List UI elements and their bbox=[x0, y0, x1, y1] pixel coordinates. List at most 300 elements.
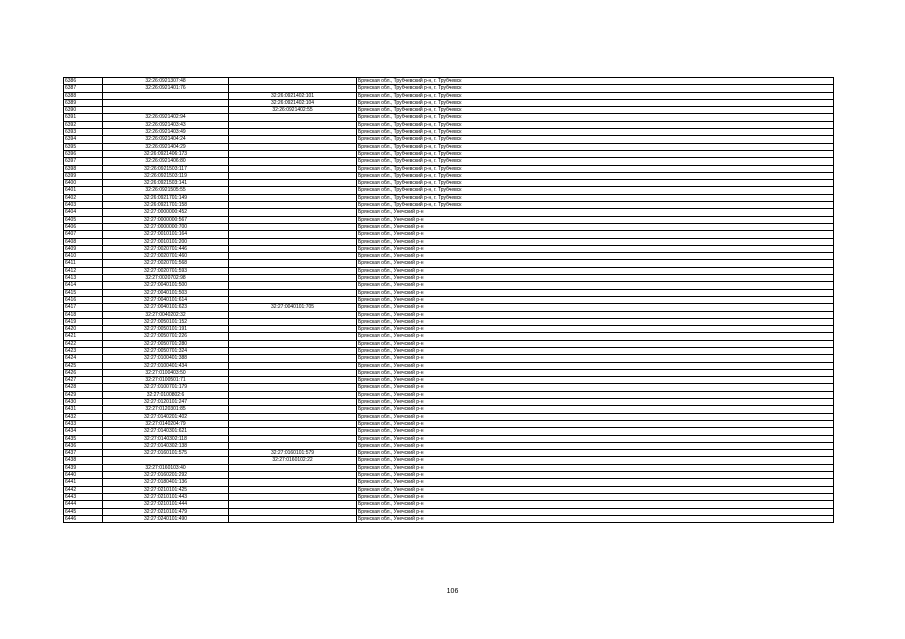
table-row bbox=[64, 333, 834, 340]
cadastral-number-cell: 32:27:0000000:700 bbox=[103, 223, 229, 230]
table-row bbox=[64, 304, 834, 311]
table-row bbox=[64, 399, 834, 406]
cadastral-number-cell: 32:27:0000000:452 bbox=[103, 209, 229, 216]
cadastral-number-cell: 32:27:0040101:623 bbox=[103, 304, 229, 311]
previous-number-cell bbox=[229, 231, 357, 238]
previous-number-cell bbox=[229, 223, 357, 230]
cadastral-number-cell: 32:27:0020701:568 bbox=[103, 260, 229, 267]
row-number-cell: 6417 bbox=[64, 304, 103, 311]
address-cell: Брянская обл., Трубчевский р-н, г. Трубчевск bbox=[357, 194, 834, 201]
address-cell: Брянская обл., Унечский р-н bbox=[357, 493, 834, 500]
table-row bbox=[64, 231, 834, 238]
table-row bbox=[64, 121, 834, 128]
table-row bbox=[64, 78, 834, 85]
table-row bbox=[64, 472, 834, 479]
table-row bbox=[64, 508, 834, 515]
address-cell: Брянская обл., Унечский р-н bbox=[357, 238, 834, 245]
cadastral-number-cell: 32:26:0921503:119 bbox=[103, 172, 229, 179]
row-number-cell: 6390 bbox=[64, 107, 103, 114]
row-number-cell: 6391 bbox=[64, 114, 103, 121]
row-number-cell: 6425 bbox=[64, 362, 103, 369]
table-row bbox=[64, 326, 834, 333]
previous-number-cell bbox=[229, 428, 357, 435]
cadastral-number-cell bbox=[103, 457, 229, 464]
cadastral-number-cell: 32:26:0921401:76 bbox=[103, 85, 229, 92]
address-cell: Брянская обл., Унечский р-н bbox=[357, 413, 834, 420]
row-number-cell: 6429 bbox=[64, 391, 103, 398]
cadastral-number-cell: 32:27:0140302:138 bbox=[103, 442, 229, 449]
cadastral-number-cell: 32:27:0120301:85 bbox=[103, 406, 229, 413]
row-number-cell: 6420 bbox=[64, 326, 103, 333]
address-cell: Брянская обл., Унечский р-н bbox=[357, 209, 834, 216]
table-row bbox=[64, 99, 834, 106]
table-row bbox=[64, 180, 834, 187]
previous-number-cell bbox=[229, 501, 357, 508]
previous-number-cell bbox=[229, 399, 357, 406]
cadastral-number-cell: 32:27:0160201:292 bbox=[103, 472, 229, 479]
table-row bbox=[64, 413, 834, 420]
previous-number-cell bbox=[229, 340, 357, 347]
previous-number-cell bbox=[229, 311, 357, 318]
row-number-cell: 6395 bbox=[64, 143, 103, 150]
previous-number-cell bbox=[229, 413, 357, 420]
row-number-cell: 6415 bbox=[64, 289, 103, 296]
cadastral-number-cell: 32:27:0020701:446 bbox=[103, 245, 229, 252]
row-number-cell: 6436 bbox=[64, 442, 103, 449]
table-row bbox=[64, 253, 834, 260]
previous-number-cell bbox=[229, 143, 357, 150]
table-row bbox=[64, 435, 834, 442]
row-number-cell: 6416 bbox=[64, 296, 103, 303]
table-row bbox=[64, 464, 834, 471]
table-row bbox=[64, 194, 834, 201]
address-cell: Брянская обл., Унечский р-н bbox=[357, 296, 834, 303]
table-row bbox=[64, 355, 834, 362]
cadastral-number-cell: 32:27:0040202:32 bbox=[103, 311, 229, 318]
cadastral-number-cell: 32:27:0140201:402 bbox=[103, 413, 229, 420]
table-row bbox=[64, 245, 834, 252]
table-row bbox=[64, 158, 834, 165]
previous-number-cell bbox=[229, 85, 357, 92]
row-number-cell: 6440 bbox=[64, 472, 103, 479]
table-row bbox=[64, 428, 834, 435]
table-row bbox=[64, 202, 834, 209]
address-cell: Брянская обл., Трубчевский р-н, г. Трубчевск bbox=[357, 187, 834, 194]
row-number-cell: 6428 bbox=[64, 384, 103, 391]
address-cell: Брянская обл., Унечский р-н bbox=[357, 450, 834, 457]
row-number-cell: 6399 bbox=[64, 172, 103, 179]
cadastral-number-cell: 32:27:0210101:425 bbox=[103, 486, 229, 493]
cadastral-number-cell: 32:26:0921307:48 bbox=[103, 78, 229, 85]
previous-number-cell bbox=[229, 180, 357, 187]
previous-number-cell bbox=[229, 508, 357, 515]
row-number-cell: 6408 bbox=[64, 238, 103, 245]
table-row bbox=[64, 420, 834, 427]
cadastral-number-cell: 32:26:0921505:55 bbox=[103, 187, 229, 194]
address-cell: Брянская обл., Унечский р-н bbox=[357, 216, 834, 223]
row-number-cell: 6437 bbox=[64, 450, 103, 457]
row-number-cell: 6442 bbox=[64, 486, 103, 493]
previous-number-cell: 32:27:0040101:705 bbox=[229, 304, 357, 311]
cadastral-number-cell: 32:27:0180401:136 bbox=[103, 479, 229, 486]
table-row bbox=[64, 267, 834, 274]
cadastral-number-cell: 32:27:0140301:621 bbox=[103, 428, 229, 435]
cadastral-number-cell: 32:27:0100403:50 bbox=[103, 369, 229, 376]
table-row bbox=[64, 457, 834, 464]
table-row bbox=[64, 450, 834, 457]
address-cell: Брянская обл., Унечский р-н bbox=[357, 260, 834, 267]
address-cell: Брянская обл., Унечский р-н bbox=[357, 435, 834, 442]
row-number-cell: 6422 bbox=[64, 340, 103, 347]
table-row bbox=[64, 479, 834, 486]
cadastral-number-cell: 32:27:0210101:443 bbox=[103, 493, 229, 500]
table-row bbox=[64, 223, 834, 230]
address-cell: Брянская обл., Унечский р-н bbox=[357, 304, 834, 311]
previous-number-cell bbox=[229, 420, 357, 427]
address-cell: Брянская обл., Унечский р-н bbox=[357, 399, 834, 406]
address-cell: Брянская обл., Унечский р-н bbox=[357, 253, 834, 260]
cadastral-number-cell: 32:27:0100401:434 bbox=[103, 362, 229, 369]
address-cell: Брянская обл., Унечский р-н bbox=[357, 479, 834, 486]
table-row bbox=[64, 296, 834, 303]
address-cell: Брянская обл., Унечский р-н bbox=[357, 501, 834, 508]
table-row bbox=[64, 384, 834, 391]
previous-number-cell bbox=[229, 493, 357, 500]
cadastral-number-cell: 32:27:0100802:6 bbox=[103, 391, 229, 398]
cadastral-number-cell: 32:27:0000000:567 bbox=[103, 216, 229, 223]
cadastral-number-cell: 32:27:0050701:324 bbox=[103, 347, 229, 354]
address-cell: Брянская обл., Унечский р-н bbox=[357, 340, 834, 347]
previous-number-cell bbox=[229, 245, 357, 252]
cadastral-number-cell: 32:27:0020701:460 bbox=[103, 253, 229, 260]
previous-number-cell bbox=[229, 435, 357, 442]
previous-number-cell bbox=[229, 253, 357, 260]
cadastral-number-cell: 32:27:0100701:179 bbox=[103, 384, 229, 391]
address-cell: Брянская обл., Унечский р-н bbox=[357, 406, 834, 413]
cadastral-number-cell: 32:27:0020701:593 bbox=[103, 267, 229, 274]
row-number-cell: 6434 bbox=[64, 428, 103, 435]
table-row bbox=[64, 209, 834, 216]
cadastral-number-cell: 32:27:0240101:490 bbox=[103, 515, 229, 522]
row-number-cell: 6400 bbox=[64, 180, 103, 187]
previous-number-cell: 32:26:0921402:55 bbox=[229, 107, 357, 114]
cadastral-number-cell: 32:26:0921701:158 bbox=[103, 202, 229, 209]
page-number: 106 bbox=[446, 588, 459, 595]
table-row bbox=[64, 406, 834, 413]
row-number-cell: 6446 bbox=[64, 515, 103, 522]
address-cell: Брянская обл., Унечский р-н bbox=[357, 326, 834, 333]
row-number-cell: 6387 bbox=[64, 85, 103, 92]
cadastral-number-cell: 32:27:0020702:98 bbox=[103, 275, 229, 282]
cadastral-number-cell: 32:27:0100501:71 bbox=[103, 377, 229, 384]
cadastral-number-cell: 32:26:0921406:80 bbox=[103, 158, 229, 165]
previous-number-cell bbox=[229, 216, 357, 223]
table-row bbox=[64, 340, 834, 347]
previous-number-cell bbox=[229, 369, 357, 376]
row-number-cell: 6386 bbox=[64, 78, 103, 85]
row-number-cell: 6424 bbox=[64, 355, 103, 362]
table-row bbox=[64, 165, 834, 172]
previous-number-cell bbox=[229, 136, 357, 143]
table-row bbox=[64, 172, 834, 179]
previous-number-cell bbox=[229, 121, 357, 128]
row-number-cell: 6398 bbox=[64, 165, 103, 172]
previous-number-cell: 32:26:0921402:101 bbox=[229, 92, 357, 99]
address-cell: Брянская обл., Унечский р-н bbox=[357, 384, 834, 391]
previous-number-cell: 32:27:0160102:22 bbox=[229, 457, 357, 464]
cadastral-number-cell: 32:26:0921503:141 bbox=[103, 180, 229, 187]
address-cell: Брянская обл., Трубчевский р-н, г. Трубчевск bbox=[357, 143, 834, 150]
address-cell: Брянская обл., Унечский р-н bbox=[357, 486, 834, 493]
row-number-cell: 6394 bbox=[64, 136, 103, 143]
previous-number-cell bbox=[229, 464, 357, 471]
row-number-cell: 6427 bbox=[64, 377, 103, 384]
table-row bbox=[64, 136, 834, 143]
address-cell: Брянская обл., Унечский р-н bbox=[357, 245, 834, 252]
table-row bbox=[64, 114, 834, 121]
previous-number-cell bbox=[229, 129, 357, 136]
address-cell: Брянская обл., Трубчевский р-н, г. Трубчевск bbox=[357, 78, 834, 85]
row-number-cell: 6396 bbox=[64, 150, 103, 157]
previous-number-cell bbox=[229, 194, 357, 201]
row-number-cell: 6445 bbox=[64, 508, 103, 515]
table-row bbox=[64, 282, 834, 289]
address-cell: Брянская обл., Трубчевский р-н, г. Трубчевск bbox=[357, 180, 834, 187]
row-number-cell: 6439 bbox=[64, 464, 103, 471]
table-row bbox=[64, 260, 834, 267]
previous-number-cell bbox=[229, 260, 357, 267]
row-number-cell: 6406 bbox=[64, 223, 103, 230]
row-number-cell: 6411 bbox=[64, 260, 103, 267]
cadastral-number-cell: 32:27:0140204:79 bbox=[103, 420, 229, 427]
previous-number-cell: 32:27:0160101:579 bbox=[229, 450, 357, 457]
address-cell: Брянская обл., Унечский р-н bbox=[357, 420, 834, 427]
cadastral-number-cell: 32:27:0010101:164 bbox=[103, 231, 229, 238]
row-number-cell: 6414 bbox=[64, 282, 103, 289]
previous-number-cell bbox=[229, 472, 357, 479]
table-row bbox=[64, 369, 834, 376]
previous-number-cell bbox=[229, 165, 357, 172]
address-cell: Брянская обл., Унечский р-н bbox=[357, 457, 834, 464]
row-number-cell: 6419 bbox=[64, 318, 103, 325]
previous-number-cell bbox=[229, 282, 357, 289]
previous-number-cell bbox=[229, 355, 357, 362]
cadastral-number-cell: 32:27:0120101:247 bbox=[103, 399, 229, 406]
cadastral-number-cell: 32:27:0050701:280 bbox=[103, 340, 229, 347]
row-number-cell: 6401 bbox=[64, 187, 103, 194]
address-cell: Брянская обл., Трубчевский р-н, г. Трубчевск bbox=[357, 92, 834, 99]
row-number-cell: 6423 bbox=[64, 347, 103, 354]
address-cell: Брянская обл., Унечский р-н bbox=[357, 442, 834, 449]
address-cell: Брянская обл., Унечский р-н bbox=[357, 267, 834, 274]
row-number-cell: 6426 bbox=[64, 369, 103, 376]
cadastral-register-table bbox=[63, 77, 834, 523]
row-number-cell: 6410 bbox=[64, 253, 103, 260]
previous-number-cell bbox=[229, 172, 357, 179]
cadastral-number-cell: 32:26:0921404:29 bbox=[103, 143, 229, 150]
address-cell: Брянская обл., Унечский р-н bbox=[357, 508, 834, 515]
table-row bbox=[64, 391, 834, 398]
address-cell: Брянская обл., Унечский р-н bbox=[357, 472, 834, 479]
address-cell: Брянская обл., Трубчевский р-н, г. Трубчевск bbox=[357, 114, 834, 121]
address-cell: Брянская обл., Унечский р-н bbox=[357, 318, 834, 325]
cadastral-number-cell: 32:26:0921402:94 bbox=[103, 114, 229, 121]
table-row bbox=[64, 129, 834, 136]
address-cell: Брянская обл., Трубчевский р-н, г. Трубчевск bbox=[357, 136, 834, 143]
address-cell: Брянская обл., Унечский р-н bbox=[357, 355, 834, 362]
address-cell: Брянская обл., Унечский р-н bbox=[357, 333, 834, 340]
previous-number-cell: 32:26:0921402:104 bbox=[229, 99, 357, 106]
row-number-cell: 6432 bbox=[64, 413, 103, 420]
row-number-cell: 6397 bbox=[64, 158, 103, 165]
previous-number-cell bbox=[229, 318, 357, 325]
cadastral-number-cell: 32:27:0010101:200 bbox=[103, 238, 229, 245]
cadastral-number-cell bbox=[103, 107, 229, 114]
previous-number-cell bbox=[229, 333, 357, 340]
cadastral-number-cell: 32:27:0160103:40 bbox=[103, 464, 229, 471]
previous-number-cell bbox=[229, 267, 357, 274]
address-cell: Брянская обл., Унечский р-н bbox=[357, 464, 834, 471]
previous-number-cell bbox=[229, 347, 357, 354]
address-cell: Брянская обл., Унечский р-н bbox=[357, 289, 834, 296]
previous-number-cell bbox=[229, 384, 357, 391]
address-cell: Брянская обл., Трубчевский р-н, г. Трубчевск bbox=[357, 150, 834, 157]
cadastral-number-cell: 32:27:0100401:388 bbox=[103, 355, 229, 362]
row-number-cell: 6403 bbox=[64, 202, 103, 209]
table-row bbox=[64, 238, 834, 245]
row-number-cell: 6413 bbox=[64, 275, 103, 282]
row-number-cell: 6388 bbox=[64, 92, 103, 99]
register-table-body bbox=[64, 78, 834, 523]
previous-number-cell bbox=[229, 78, 357, 85]
previous-number-cell bbox=[229, 202, 357, 209]
cadastral-number-cell: 32:26:0921406:173 bbox=[103, 150, 229, 157]
table-row bbox=[64, 289, 834, 296]
table-row bbox=[64, 107, 834, 114]
row-number-cell: 6393 bbox=[64, 129, 103, 136]
address-cell: Брянская обл., Трубчевский р-н, г. Трубчевск bbox=[357, 172, 834, 179]
cadastral-number-cell: 32:27:0140302:118 bbox=[103, 435, 229, 442]
row-number-cell: 6438 bbox=[64, 457, 103, 464]
address-cell: Брянская обл., Унечский р-н bbox=[357, 275, 834, 282]
cadastral-number-cell: 32:26:0921403:49 bbox=[103, 129, 229, 136]
previous-number-cell bbox=[229, 442, 357, 449]
address-cell: Брянская обл., Трубчевский р-н, г. Трубчевск bbox=[357, 107, 834, 114]
row-number-cell: 6443 bbox=[64, 493, 103, 500]
previous-number-cell bbox=[229, 238, 357, 245]
previous-number-cell bbox=[229, 114, 357, 121]
row-number-cell: 6441 bbox=[64, 479, 103, 486]
table-row bbox=[64, 216, 834, 223]
previous-number-cell bbox=[229, 362, 357, 369]
previous-number-cell bbox=[229, 377, 357, 384]
table-row bbox=[64, 150, 834, 157]
row-number-cell: 6421 bbox=[64, 333, 103, 340]
cadastral-number-cell: 32:27:0040101:503 bbox=[103, 289, 229, 296]
previous-number-cell bbox=[229, 515, 357, 522]
table-row bbox=[64, 362, 834, 369]
table-row bbox=[64, 486, 834, 493]
address-cell: Брянская обл., Унечский р-н bbox=[357, 282, 834, 289]
cadastral-number-cell: 32:27:0210101:479 bbox=[103, 508, 229, 515]
address-cell: Брянская обл., Трубчевский р-н, г. Трубчевск bbox=[357, 85, 834, 92]
previous-number-cell bbox=[229, 326, 357, 333]
row-number-cell: 6404 bbox=[64, 209, 103, 216]
previous-number-cell bbox=[229, 150, 357, 157]
row-number-cell: 6402 bbox=[64, 194, 103, 201]
previous-number-cell bbox=[229, 391, 357, 398]
address-cell: Брянская обл., Унечский р-н bbox=[357, 347, 834, 354]
previous-number-cell bbox=[229, 209, 357, 216]
address-cell: Брянская обл., Трубчевский р-н, г. Трубчевск bbox=[357, 165, 834, 172]
row-number-cell: 6431 bbox=[64, 406, 103, 413]
cadastral-number-cell: 32:27:0160101:575 bbox=[103, 450, 229, 457]
cadastral-number-cell: 32:26:0921503:117 bbox=[103, 165, 229, 172]
row-number-cell: 6405 bbox=[64, 216, 103, 223]
table-row bbox=[64, 187, 834, 194]
address-cell: Брянская обл., Унечский р-н bbox=[357, 369, 834, 376]
address-cell: Брянская обл., Унечский р-н bbox=[357, 362, 834, 369]
table-row bbox=[64, 377, 834, 384]
row-number-cell: 6392 bbox=[64, 121, 103, 128]
cadastral-number-cell: 32:27:0210101:444 bbox=[103, 501, 229, 508]
table-row bbox=[64, 442, 834, 449]
previous-number-cell bbox=[229, 158, 357, 165]
row-number-cell: 6430 bbox=[64, 399, 103, 406]
address-cell: Брянская обл., Трубчевский р-н, г. Трубчевск bbox=[357, 99, 834, 106]
table-row bbox=[64, 85, 834, 92]
address-cell: Брянская обл., Трубчевский р-н, г. Трубчевск bbox=[357, 202, 834, 209]
address-cell: Брянская обл., Унечский р-н bbox=[357, 231, 834, 238]
table-row bbox=[64, 275, 834, 282]
cadastral-number-cell bbox=[103, 99, 229, 106]
cadastral-number-cell: 32:27:0050701:226 bbox=[103, 333, 229, 340]
address-cell: Брянская обл., Трубчевский р-н, г. Трубчевск bbox=[357, 121, 834, 128]
row-number-cell: 6433 bbox=[64, 420, 103, 427]
previous-number-cell bbox=[229, 406, 357, 413]
table-row bbox=[64, 501, 834, 508]
address-cell: Брянская обл., Унечский р-н bbox=[357, 391, 834, 398]
row-number-cell: 6412 bbox=[64, 267, 103, 274]
table-row bbox=[64, 311, 834, 318]
cadastral-number-cell: 32:27:0040101:614 bbox=[103, 296, 229, 303]
cadastral-number-cell: 32:27:0050101:152 bbox=[103, 318, 229, 325]
previous-number-cell bbox=[229, 486, 357, 493]
row-number-cell: 6418 bbox=[64, 311, 103, 318]
address-cell: Брянская обл., Унечский р-н bbox=[357, 311, 834, 318]
previous-number-cell bbox=[229, 289, 357, 296]
cadastral-number-cell: 32:26:0921403:43 bbox=[103, 121, 229, 128]
row-number-cell: 6407 bbox=[64, 231, 103, 238]
cadastral-number-cell: 32:26:0921404:24 bbox=[103, 136, 229, 143]
cadastral-number-cell: 32:27:0050101:191 bbox=[103, 326, 229, 333]
previous-number-cell bbox=[229, 296, 357, 303]
table-row bbox=[64, 515, 834, 522]
address-cell: Брянская обл., Трубчевский р-н, г. Трубчевск bbox=[357, 129, 834, 136]
previous-number-cell bbox=[229, 275, 357, 282]
address-cell: Брянская обл., Унечский р-н bbox=[357, 377, 834, 384]
row-number-cell: 6444 bbox=[64, 501, 103, 508]
previous-number-cell bbox=[229, 187, 357, 194]
address-cell: Брянская обл., Трубчевский р-н, г. Трубчевск bbox=[357, 158, 834, 165]
row-number-cell: 6389 bbox=[64, 99, 103, 106]
row-number-cell: 6435 bbox=[64, 435, 103, 442]
cadastral-number-cell bbox=[103, 92, 229, 99]
address-cell: Брянская обл., Унечский р-н bbox=[357, 428, 834, 435]
address-cell: Брянская обл., Унечский р-н bbox=[357, 515, 834, 522]
cadastral-number-cell: 32:27:0040101:500 bbox=[103, 282, 229, 289]
table-row bbox=[64, 347, 834, 354]
